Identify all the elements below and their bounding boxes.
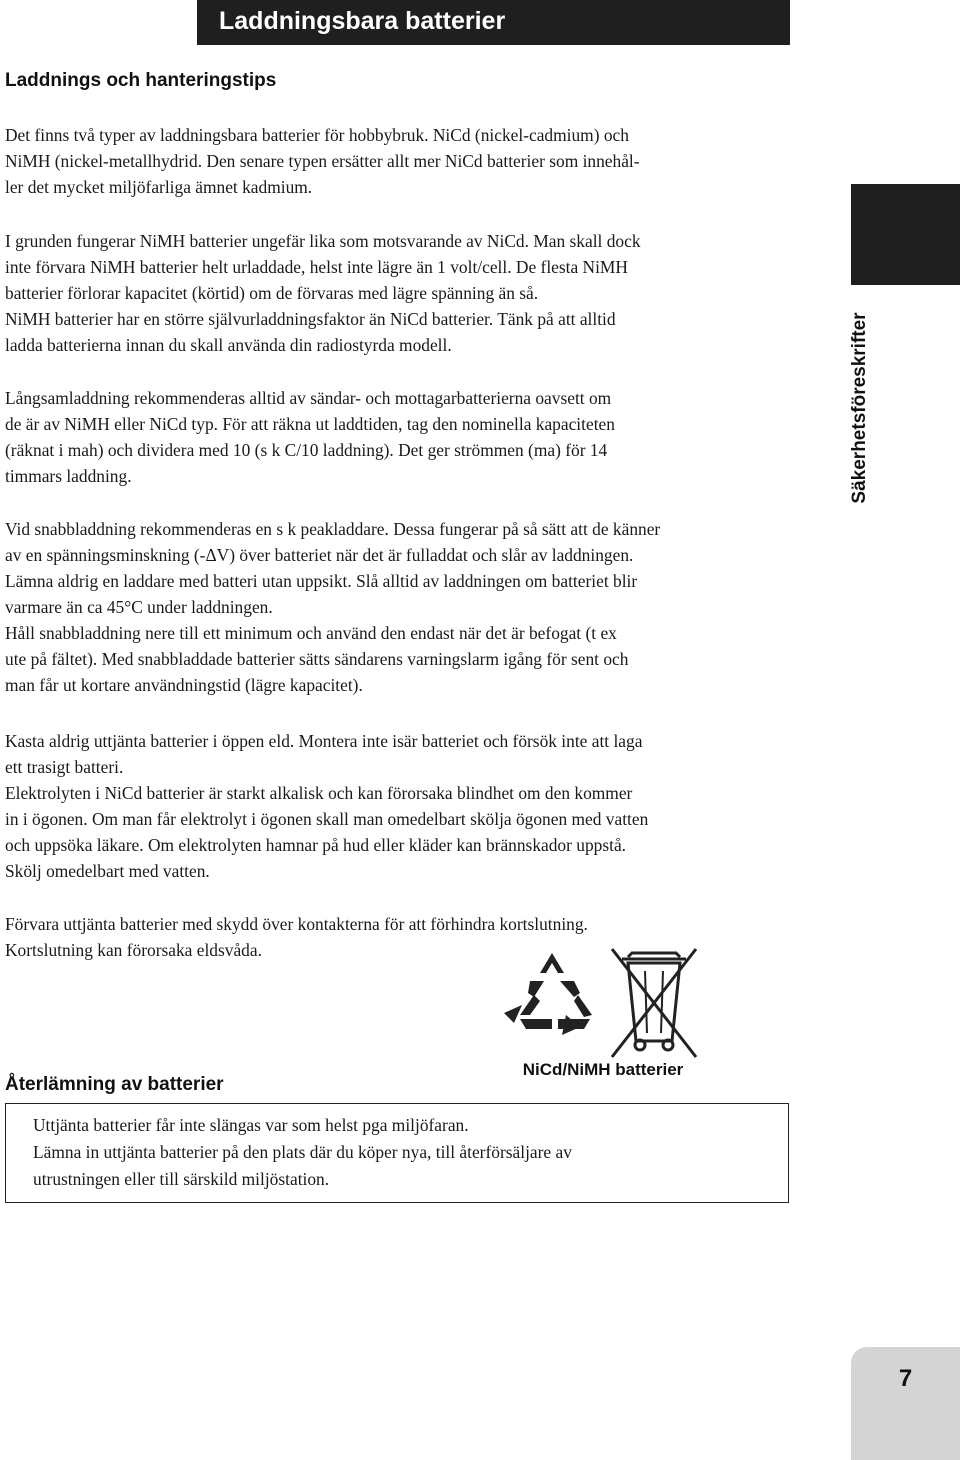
text-line: I grunden fungerar NiMH batterier ungefär lika som motsvarande av NiCd. Man skall dock [5, 231, 641, 251]
recycle-icon [504, 953, 592, 1035]
text-line: utrustningen eller till särskild miljöstation. [33, 1169, 330, 1189]
paragraph-nimh-storage [5, 228, 790, 358]
disposal-symbols [500, 945, 710, 1065]
text-line: Håll snabbladdning nere till ett minimum och använd den endast när det är befogat (t ex [5, 623, 617, 643]
side-tab-marker [851, 184, 960, 285]
section-heading-return: Återlämning av batterier [5, 1074, 224, 1095]
page-title: Laddningsbara batterier [197, 0, 790, 45]
text-line: Kortslutning kan förorsaka eldsvåda. [5, 940, 262, 960]
text-line: batterier förlorar kapacitet (körtid) om de förvaras med lägre spänning än så. [5, 283, 539, 303]
text-line: man får ut kortare användningstid (lägre kapacitet). [5, 675, 363, 695]
text-line: ler det mycket miljöfarliga ämnet kadmium. [5, 177, 313, 197]
text-line: Lämna aldrig en laddare med batteri utan uppsikt. Slå alltid av laddningen om batteriet blir [5, 571, 638, 591]
section-heading-tips: Laddnings och hanteringstips [5, 70, 277, 91]
crossed-out-bin-icon [612, 949, 696, 1057]
page-number: 7 [851, 1347, 960, 1460]
text-line: NiMH batterier har en större självurladdningsfaktor än NiCd batterier. Tänk på att alltid [5, 309, 616, 329]
text-line: de är av NiMH eller NiCd typ. För att räkna ut laddtiden, tag den nominella kapaciteten [5, 414, 615, 434]
text-line: av en spänningsminskning (-ΔV) över batteriet när det är fulladdat och slår av laddningen. [5, 545, 634, 565]
paragraph-slow-charging [5, 385, 790, 489]
text-line: ett trasigt batteri. [5, 757, 124, 777]
text-line: in i ögonen. Om man får elektrolyt i ögonen skall man omedelbart skölja ögonen med vatten [5, 809, 649, 829]
paragraph-battery-types [5, 122, 790, 200]
text-line: ute på fältet). Med snabbladdade batterier sätts sändarens varningslarm igång för sent och [5, 649, 629, 669]
symbol-caption: NiCd/NiMH batterier [522, 1060, 684, 1079]
text-line: Uttjänta batterier får inte slängas var som helst pga miljöfaran. [33, 1115, 469, 1135]
text-line: inte förvara NiMH batterier helt urladdade, helst inte lägre än 1 volt/cell. De flesta NiMH [5, 257, 628, 277]
text-line: timmars laddning. [5, 466, 132, 486]
text-line: (räknat i mah) och dividera med 10 (s k C/10 laddning). Det ger strömmen (ma) för 14 [5, 440, 608, 460]
text-line: ladda batterierna innan du skall använda din radiostyrda modell. [5, 335, 452, 355]
text-line: Skölj omedelbart med vatten. [5, 861, 210, 881]
paragraph-fast-charging [5, 516, 790, 698]
text-line: och uppsöka läkare. Om elektrolyten hamnar på hud eller kläder kan brännskador uppstå. [5, 835, 627, 855]
paragraph-disposal-safety [5, 728, 790, 884]
return-info-box [5, 1103, 789, 1203]
text-line: NiMH (nickel-metallhydrid. Den senare typen ersätter allt mer NiCd batterier som innehål- [5, 151, 640, 171]
text-line: Det finns två typer av laddningsbara batterier för hobbybruk. NiCd (nickel-cadmium) och [5, 125, 629, 145]
text-line: Förvara uttjänta batterier med skydd över kontakterna för att förhindra kortslutning. [5, 914, 588, 934]
text-line: Kasta aldrig uttjänta batterier i öppen eld. Montera inte isär batteriet och försök inte att laga [5, 731, 643, 751]
side-tab-text: Säkerhetsföreskrifter [849, 311, 870, 504]
text-line: Vid snabbladdning rekommenderas en s k peakladdare. Dessa fungerar på så sätt att de känner [5, 519, 661, 539]
side-tab-label [840, 300, 880, 515]
text-line: Elektrolyten i NiCd batterier är starkt alkalisk och kan förorsaka blindhet om den kommer [5, 783, 633, 803]
text-line: Långsamladdning rekommenderas alltid av sändar- och mottagarbatterierna oavsett om [5, 388, 612, 408]
text-line: varmare än ca 45°C under laddningen. [5, 597, 273, 617]
text-line: Lämna in uttjänta batterier på den plats där du köper nya, till återförsäljare av [33, 1142, 572, 1162]
